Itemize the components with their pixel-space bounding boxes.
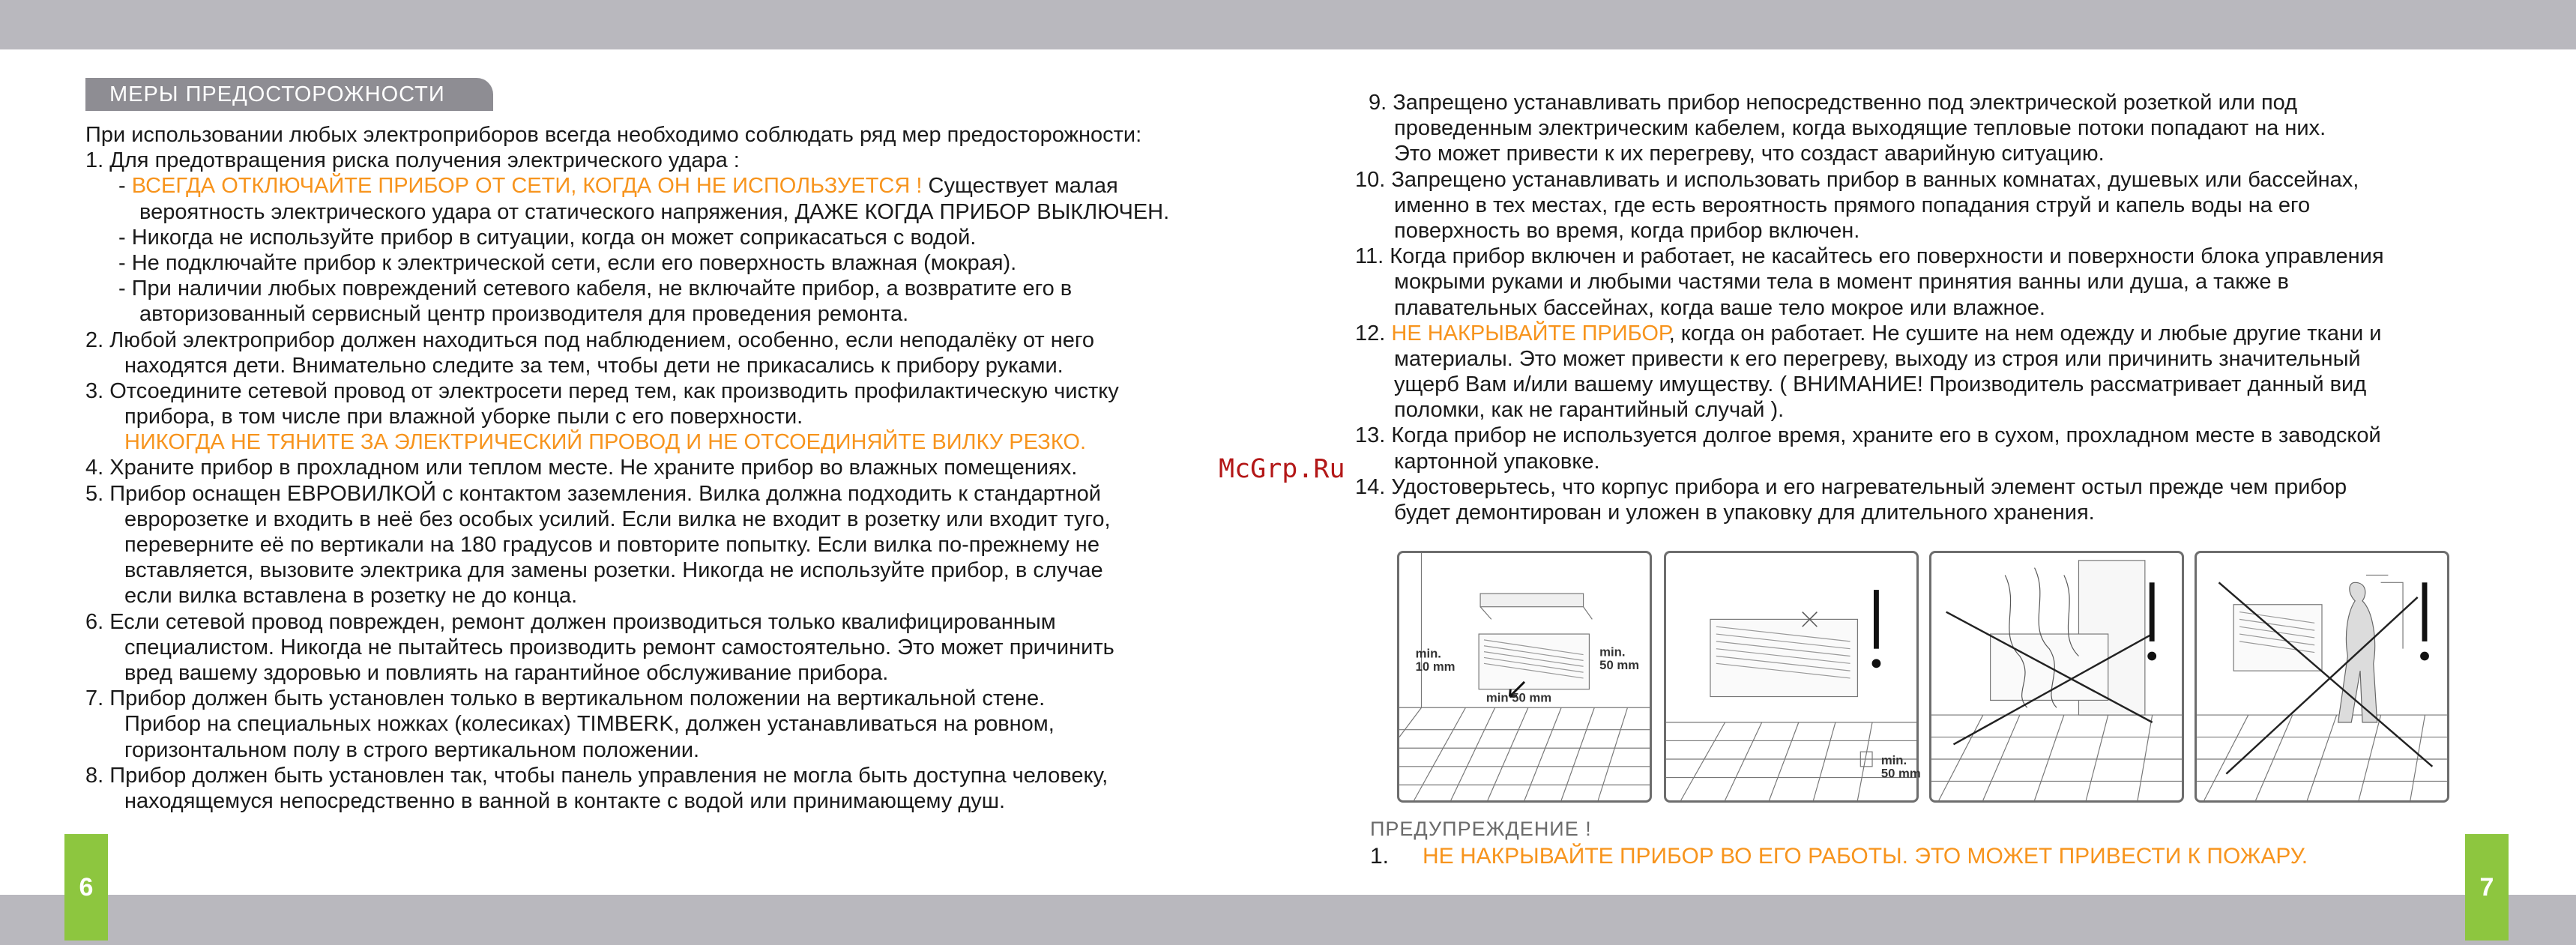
text-segment: вставляется, вызовите электрика для замены розетки. Никогда не используйте прибор, в случае: [124, 558, 1103, 583]
text-line: [85, 173, 1255, 199]
warning-text: НЕ НАКРЫВАЙТЕ ПРИБОР ВО ЕГО РАБОТЫ. ЭТО МОЖЕТ ПРИВЕСТИ К ПОЖАРУ.: [1423, 844, 2308, 869]
figure-no-cover: [1929, 551, 2184, 803]
text-segment: 6. Если сетевой провод поврежден, ремонт должен производиться только квалифицированным: [85, 609, 1056, 634]
page-number-right: 7: [2465, 834, 2509, 941]
text-segment: 3. Отсоедините сетевой провод от электросети перед тем, как производить профилактическую чистку: [85, 378, 1119, 403]
text-segment: Это может привести к их перегреву, что создаст аварийную ситуацию.: [1394, 142, 2105, 166]
text-segment: находятся дети. Внимательно следите за тем, чтобы дети не прикасались к прибору руками.: [124, 353, 1064, 378]
text-line: [85, 481, 1255, 507]
text-segment: проведенным электрическим кабелем, когда выходящие тепловые потоки попадают на них.: [1394, 116, 2326, 141]
text-segment: картонной упаковке.: [1394, 449, 1600, 474]
text-line: [85, 378, 1255, 404]
text-line: [1355, 423, 2509, 448]
top-band: [0, 0, 2576, 49]
text-line: [85, 276, 1255, 301]
text-segment: находящемуся непосредственно в ванной в контакте с водой или принимающему душ.: [124, 788, 1006, 813]
text-segment: 2. Любой электроприбор должен находиться под наблюдением, особенно, если неподалёку от него: [85, 327, 1094, 352]
text-segment: 10. Запрещено устанавливать и использовать прибор в ванных комнатах, душевых или бассейнах,: [1355, 167, 2359, 192]
text-line: [85, 711, 1255, 737]
text-segment: евророзетке и входить в неё без особых усилий. Если вилка не входит в розетку или входит туго,: [124, 507, 1111, 531]
text-segment: 8. Прибор должен быть установлен так, чтобы панель управления не могла быть доступна человеку,: [85, 763, 1108, 788]
text-line: [1355, 193, 2509, 218]
figure-no-shower: [2195, 551, 2449, 803]
no-cover-illustration: [1931, 553, 2182, 800]
text-segment: 11. Когда прибор включен и работает, не касайтесь его поверхности и поверхности блока управления: [1355, 244, 2384, 269]
text-segment: - Не подключайте прибор к электрической сети, если его поверхность влажная (мокрая).: [118, 250, 1017, 275]
text-line: [1355, 90, 2509, 115]
text-segment: ущерб Вам и/или вашему имуществу. ( ВНИМАНИЕ! Производитель рассматривает данный вид: [1394, 372, 2367, 397]
highlight-text: НИКОГДА НЕ ТЯНИТЕ ЗА ЭЛЕКТРИЧЕСКИЙ ПРОВОД И НЕ ОТСОЕДИНЯЙТЕ ВИЛКУ РЕЗКО.: [124, 430, 1087, 455]
label-min10-b: 10 mm: [1415, 659, 1456, 674]
text-line: [85, 455, 1255, 480]
text-line: [1355, 295, 2509, 321]
figure-clearance: [1397, 551, 1652, 803]
text-line: [85, 353, 1255, 378]
text-segment: 9. Запрещено устанавливать прибор непосредственно под электрической розеткой или под: [1369, 91, 2298, 115]
text-line: [1355, 372, 2509, 397]
left-column-text: [85, 122, 1255, 814]
text-line: [1355, 449, 2509, 474]
figure-warning-wall: [1664, 551, 1919, 803]
text-segment: поломки, как не гарантийный случай ).: [1394, 398, 1785, 423]
text-segment: 7. Прибор должен быть установлен только в вертикальном положении на вертикальной стене.: [85, 686, 1046, 711]
no-shower-illustration: [2197, 553, 2447, 800]
text-line: [1355, 141, 2509, 166]
text-segment: 1. Для предотвращения риска получения электрического удара :: [85, 148, 740, 173]
text-segment: - При наличии любых повреждений сетевого кабеля, не включайте прибор, а возвратите его в: [118, 277, 1073, 301]
text-segment: Существует малая: [922, 174, 1118, 199]
text-line: [85, 788, 1255, 814]
section-title: МЕРЫ ПРЕДОСТОРОЖНОСТИ: [85, 78, 493, 111]
page-number-left: 6: [64, 834, 108, 941]
highlight-text: ВСЕГДА ОТКЛЮЧАЙТЕ ПРИБОР ОТ СЕТИ, КОГДА ОН НЕ ИСПОЛЬЗУЕТСЯ !: [131, 174, 923, 199]
text-line: [85, 429, 1255, 455]
text-line: [1355, 500, 2509, 525]
text-line: [85, 148, 1255, 173]
text-line: [85, 199, 1255, 225]
text-segment: 4. Храните прибор в прохладном или теплом месте. Не храните прибор во влажных помещениях.: [85, 456, 1078, 480]
text-line: [85, 250, 1255, 276]
text-line: [85, 404, 1255, 429]
label-min50-top-b: 50 mm: [1599, 658, 1640, 673]
warning-item: [1370, 844, 2308, 869]
watermark: McGrp.Ru: [1219, 454, 1345, 484]
text-line: [1355, 167, 2509, 193]
text-segment: авторизованный сервисный центр производителя для проведения ремонта.: [139, 302, 909, 327]
text-segment: горизонтальном полу в строго вертикальном положении.: [124, 737, 700, 762]
highlight-text: НЕ НАКРЫВАЙТЕ ПРИБОР: [1391, 321, 1669, 345]
text-segment: - Никогда не используйте прибор в ситуации, когда он может соприкасаться с водой.: [118, 225, 977, 250]
label-min10-a: min.: [1415, 646, 1441, 661]
text-segment: При использовании любых электроприборов всегда необходимо соблюдать ряд мер предосторожности:: [85, 123, 1142, 147]
text-line: [1355, 244, 2509, 269]
text-segment: мокрыми руками и любыми частями тела в момент принятия ванны или душа, а также в: [1394, 270, 2289, 295]
text-segment: 13. Когда прибор не используется долгое время, храните его в сухом, прохладном месте в заводской: [1355, 423, 2381, 448]
label-min50-bottom: min 50 mm: [1485, 690, 1552, 705]
text-segment: -: [118, 174, 132, 199]
text-segment: материалы. Это может привести к его перегреву, выходу из строя или причинить значительный: [1394, 346, 2361, 371]
text-line: [85, 660, 1255, 686]
text-line: [85, 763, 1255, 788]
text-line: [85, 609, 1255, 635]
text-segment: 5. Прибор оснащен ЕВРОВИЛКОЙ с контактом заземления. Вилка должна подходить к стандартной: [85, 481, 1101, 506]
text-segment: вероятность электрического удара от статического напряжения, ДАЖЕ КОГДА ПРИБОР ВЫКЛЮЧЕН.: [139, 199, 1170, 224]
text-line: [1355, 397, 2509, 423]
text-segment: если вилка вставлена в розетку не до конца.: [124, 584, 578, 609]
text-segment: плавательных бассейнах, когда ваше тело мокрое или влажное.: [1394, 295, 2045, 320]
text-line: [85, 327, 1255, 353]
warning-number: 1.: [1370, 844, 1390, 869]
text-segment: вред вашему здоровью и повлиять на гарантийное обслуживание прибора.: [124, 660, 889, 685]
right-column-text: [1355, 90, 2509, 525]
text-line: [85, 122, 1255, 148]
text-line: [1355, 115, 2509, 141]
text-line: [85, 583, 1255, 609]
text-segment: прибора, в том числе при влажной уборке пыли с его поверхности.: [124, 405, 803, 429]
text-line: [1355, 346, 2509, 372]
text-segment: 12.: [1355, 321, 1392, 345]
warning-title: ПРЕДУПРЕЖДЕНИЕ !: [1370, 818, 1592, 840]
text-segment: , когда он работает. Не сушите на нем одежду и любые другие ткани и: [1668, 321, 2382, 345]
text-segment: именно в тех местах, где есть вероятность прямого попадания струй и капель воды на его: [1394, 193, 2311, 217]
text-line: [1355, 269, 2509, 295]
text-segment: переверните её по вертикали на 180 градусов и повторите попытку. Если вилка по-прежнему не: [124, 533, 1100, 557]
text-line: [1355, 218, 2509, 244]
text-line: [85, 532, 1255, 558]
label-min50-floor-b: 50 mm: [1880, 766, 1921, 781]
text-segment: Прибор на специальных ножках (колесиках) TIMBERK, должен устанавливаться на ровном,: [124, 712, 1055, 737]
label-min50-top-a: min.: [1599, 644, 1626, 659]
text-line: [85, 301, 1255, 327]
text-line: [85, 558, 1255, 583]
text-line: [85, 635, 1255, 660]
text-line: [85, 737, 1255, 763]
text-line: [85, 507, 1255, 532]
bottom-band: [0, 895, 2576, 945]
text-line: [1355, 321, 2509, 346]
text-segment: поверхность во время, когда прибор включен.: [1394, 218, 1860, 243]
text-line: [85, 225, 1255, 250]
wall-mount-illustration: [1666, 553, 1921, 800]
installation-figures: [1397, 551, 2469, 803]
text-segment: будет демонтирован и уложен в упаковку для длительного хранения.: [1394, 501, 2095, 525]
text-segment: специалистом. Никогда не пытайтесь производить ремонт самостоятельно. Это может причинить: [124, 635, 1114, 659]
label-min50-floor-a: min.: [1880, 752, 1907, 767]
text-segment: 14. Удостоверьтесь, что корпус прибора и его нагревательный элемент остыл прежде чем прибор: [1355, 474, 2347, 499]
clearance-illustration: [1399, 553, 1650, 800]
text-line: [85, 686, 1255, 711]
text-line: [1355, 474, 2509, 500]
